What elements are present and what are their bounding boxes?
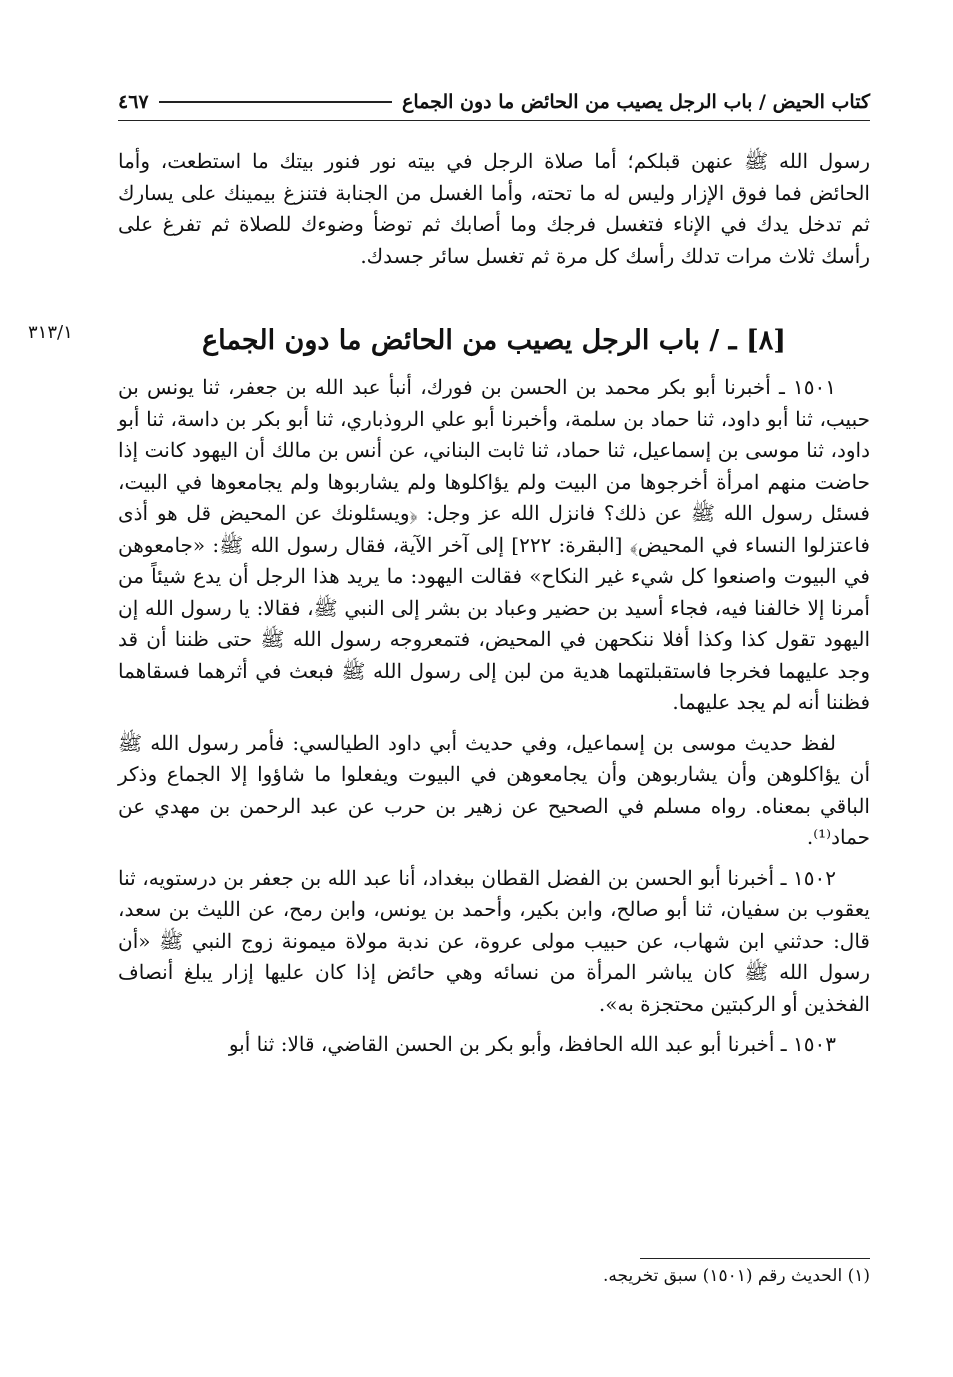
hadith-1502: ١٥٠٢ ـ أخبرنا أبو الحسن بن الفضل القطان ببغداد، أنا عبد الله بن جعفر بن درستويه، ثنا يعقوب بن سفيان، ثنا أبو صالح، وابن بكير، وأحمد بن يونس، وابن رمح، عن الليث بن سعد، قال: حدثني ابن شهاب، عن حبيب مولى عروة، عن ندبة مولاة ميمونة زوج النبي ﷺ «أن رسول الله ﷺ كان يباشر المرأة من نسائه وهي حائض إذا كان عليها إزار يبلغ أنصاف الفخذين أو الركبتين محتجزة به».	[118, 865, 871, 1016]
commentary-paragraph: لفظ حديث موسى بن إسماعيل، وفي حديث أبي داود الطيالسي: فأمر رسول الله ﷺ أن يؤاكلوهن وأن يشاربوهن وأن يجامعوهن في البيوت ويفعلوا ما شاؤوا إلا الجماع وذكر الباقي بمعناه. رواه مسلم في الصحيح عن زهير بن حرب عن عبد الرحمن بن مهدي عن حماد⁽¹⁾.	[118, 730, 870, 849]
footnote: (١) الحديث رقم (١٥٠١) سبق تخريجه.	[603, 1266, 870, 1286]
hadith-1503: ١٥٠٣ ـ أخبرنا أبو عبد الله الحافظ، وأبو بكر بن الحسن القاضي، قالا: ثنا أبو	[228, 1032, 836, 1056]
chapter-row	[28, 318, 870, 364]
page-number: ٤٦٧	[118, 91, 149, 113]
header-title: كتاب الحيض / باب الرجل يصيب من الحائض ما دون الجماع	[401, 91, 870, 113]
footnote-rule	[640, 1258, 870, 1259]
header-rule	[159, 101, 392, 103]
margin-reference: ٣١٣/١	[28, 322, 73, 343]
top-paragraph-block	[118, 146, 870, 281]
chapter-title: [٨] ـ / باب الرجل يصيب من الحائض ما دون الجماع	[201, 325, 787, 356]
main-text-block	[118, 372, 870, 1070]
running-header	[118, 84, 870, 121]
hadith-1501: ١٥٠١ ـ أخبرنا أبو بكر محمد بن الحسن بن فورك، أنبأ عبد الله بن جعفر، ثنا يونس بن حبيب، ثنا أبو داود، ثنا حماد بن سلمة، وأخبرنا أبو علي الروذباري، ثنا أبو بكر بن داسة، ثنا أبو داود، ثنا موسى بن إسماعيل، ثنا حماد، ثنا ثابت البناني، عن أنس بن مالك أن اليهود كانت إذا حاضت منهم امرأة أخرجوها من البيت ولم يؤاكلوها ولم يشاربوها ولم يجامعوها في البيت، فسئل رسول الله ﷺ عن ذلك؟ فانزل الله عز وجل: ﴿ويسئلونك عن المحيض قل هو أذى فاعتزلوا النساء في المحيض﴾ [البقرة: ٢٢٢] إلى آخر الآية، فقال رسول الله ﷺ: «جامعوهن في البيوت واصنعوا كل شيء غير النكاح» فقالت اليهود: ما يريد هذا الرجل أن يدع شيئاً من أمرنا إلا خالفنا فيه، فجاء أسيد بن حضير وعباد بن بشر إلى النبي ﷺ، فقالا: يا رسول الله إن اليهود تقول كذا وكذا أفلا ننكحهن في المحيض، فتمعروجه رسول الله ﷺ حتى ظننا أن قد وجد عليهما فخرجا فاستقبلتهما هدية من لبن إلى رسول الله ﷺ فبعث في أثرهما فسقاهما فظننا أنه لم يجد عليهما.	[118, 375, 870, 714]
top-paragraph: رسول الله ﷺ عنهن قبلكم؛ أما صلاة الرجل في بيته نور فنور بيتك ما استطعت، وأما الحائض فما فوق الإزار وليس له ما تحته، وأما الغسل من الجنابة فتنزغ بيمينك على يسارك ثم تدخل يدك في الإناء فتغسل فرجك وما أصابك ثم توضأ وضوءك للصلاة ثم تفرغ على رأسك ثلاث مرات تدلك رأسك كل مرة ثم تغسل سائر جسدك.	[118, 149, 871, 268]
